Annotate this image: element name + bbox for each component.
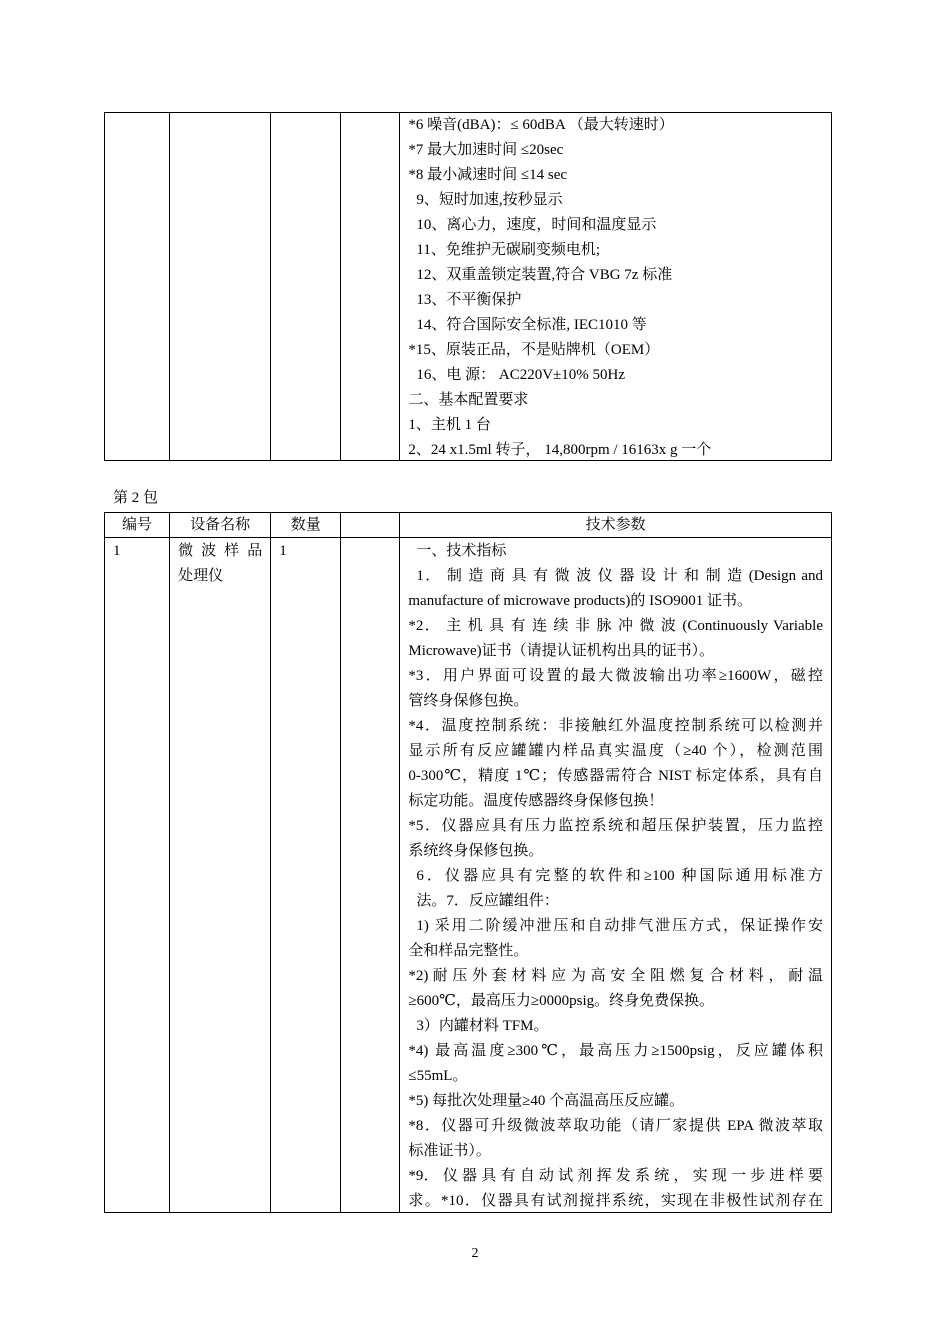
spec-line: 14、符合国际安全标准, IEC1010 等 — [416, 317, 647, 333]
spec-line: ≤55mL。 — [408, 1068, 468, 1084]
table-row — [105, 538, 832, 1213]
number-cell: 1 — [105, 538, 170, 1213]
spec-line: *8 最小减速时间 ≤14 sec — [408, 167, 568, 183]
blank-cell — [341, 538, 400, 1213]
spec-line: 1． 制 造 商 具 有 微 波 仪 器 设 计 和 制 造 (Design and — [416, 568, 823, 584]
number-cell — [105, 113, 170, 461]
spec-line: *2． 主 机 具 有 连 续 非 脉 冲 微 波 (Continuously Variable — [408, 618, 823, 634]
spec-line: 管终身保修包换。 — [408, 693, 529, 709]
spec-line: 0-300℃，精度 1℃；传感器需符合 NIST 标定体系，具有自 — [408, 768, 823, 784]
spec-table-continued — [104, 112, 832, 461]
name-cell — [170, 113, 271, 461]
spec-line: 1) 采用二阶缓冲泄压和自动排气泄压方式，保证操作安 — [416, 918, 823, 934]
page-number: 2 — [471, 1246, 479, 1261]
table-header-row — [105, 513, 832, 538]
header-number: 编号 — [105, 513, 170, 538]
spec-line: 全和样品完整性。 — [408, 943, 529, 959]
spec-line: 求。*10．仪器具有试剂搅拌系统，实现在非极性试剂存在 — [408, 1193, 823, 1209]
spec-line: 二、基本配置要求 — [408, 392, 529, 408]
spec-line: 10、离心力，速度，时间和温度显示 — [416, 217, 657, 233]
spec-line: 标准证书）。 — [408, 1143, 491, 1159]
quantity-cell — [271, 113, 341, 461]
header-blank — [341, 513, 400, 538]
spec-line: 11、免维护无碳刷变频电机; — [416, 242, 600, 258]
spec-line: *8．仪器可升级微波萃取功能（请厂家提供 EPA 微波萃取 — [408, 1118, 823, 1134]
spec-line: *3．用户界面可设置的最大微波输出功率≥1600W，磁控 — [408, 668, 823, 684]
spec-cell — [400, 113, 832, 461]
spec-line: 系统终身保修包换。 — [408, 843, 544, 859]
spec-line: 2、24 x1.5ml 转子， 14,800rpm / 16163x g 一个 — [408, 442, 712, 458]
header-technical-parameters: 技术参数 — [400, 513, 832, 538]
spec-line: 9、短时加速,按秒显示 — [416, 192, 563, 208]
quantity-cell: 1 — [271, 538, 341, 1213]
spec-line: Microwave)证书（请提认证机构出具的证书）。 — [408, 643, 715, 659]
name-cell — [170, 538, 271, 1213]
spec-line: 一、技术指标 — [416, 543, 507, 559]
header-equipment-name: 设备名称 — [170, 513, 271, 538]
spec-line: manufacture of microwave products)的 ISO9001 证书。 — [408, 593, 753, 609]
header-quantity: 数量 — [271, 513, 341, 538]
spec-line: 6．仪器应具有完整的软件和≥100 种国际通用标准方 — [416, 868, 823, 884]
spec-line: *2) 耐 压 外 套 材 料 应 为 高 安 全 阻 燃 复 合 材 料 ， 耐 温 — [408, 968, 823, 984]
spec-cell — [400, 538, 832, 1213]
spec-line: 显示所有反应罐罐内样品真实温度（≥40 个），检测范围 — [408, 743, 823, 759]
spec-line: *7 最大加速时间 ≤20sec — [408, 142, 564, 158]
spec-line: ≥600℃，最高压力≥0000psig。终身免费保换。 — [408, 993, 715, 1009]
equipment-name-line: 微 波 样 品 — [178, 543, 263, 559]
spec-line: 13、不平衡保护 — [416, 292, 522, 308]
spec-line: 3）内罐材料 TFM。 — [416, 1018, 549, 1034]
spec-line: *4) 最高温度≥300℃，最高压力≥1500psig，反应罐体积 — [408, 1043, 823, 1059]
package-label: 第 2 包 — [113, 490, 159, 506]
blank-cell — [341, 113, 400, 461]
equipment-name-line: 处理仪 — [178, 568, 224, 584]
spec-line: *15、原装正品，不是贴牌机（OEM） — [408, 342, 660, 358]
spec-line: *4．温度控制系统：非接触红外温度控制系统可以检测并 — [408, 718, 823, 734]
spec-line: 16、电 源： AC220V±10% 50Hz — [416, 367, 626, 383]
spec-line: 法。7．反应罐组件： — [416, 893, 559, 909]
package-2-table — [104, 512, 832, 1213]
spec-line: *5．仪器应具有压力监控系统和超压保护装置，压力监控 — [408, 818, 823, 834]
spec-line: *6 噪音(dBA)：≤ 60dBA （最大转速时） — [408, 117, 674, 133]
spec-line: *9． 仪 器 具 有 自 动 试 剂 挥 发 系 统 ， 实 现 一 步 进 样 要 — [408, 1168, 823, 1184]
table-row — [105, 113, 832, 461]
spec-line: *5) 每批次处理量≥40 个高温高压反应罐。 — [408, 1093, 685, 1109]
spec-line: 1、主机 1 台 — [408, 417, 491, 433]
spec-line: 标定功能。温度传感器终身保修包换！ — [408, 793, 664, 809]
spec-line: 12、双重盖锁定装置,符合 VBG 7z 标准 — [416, 267, 673, 283]
